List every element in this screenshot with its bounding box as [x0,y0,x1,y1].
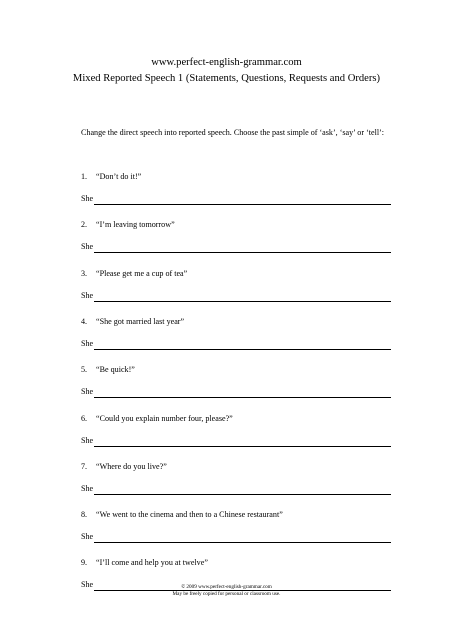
answer-line [81,483,391,495]
question-line [81,413,391,425]
question-item [81,316,391,350]
answer-blank[interactable] [94,388,391,398]
question-line [81,509,391,521]
answer-prefix: She [81,532,94,542]
question-item [81,509,391,543]
question-number: 2. [81,220,88,230]
question-item [81,461,391,495]
question-item [81,413,391,447]
question-text: “She got married last year” [96,316,185,326]
answer-prefix: She [81,194,94,203]
answer-blank[interactable] [94,485,391,495]
question-line [81,364,391,376]
answer-blank[interactable] [94,340,391,350]
answer-blank[interactable] [94,437,391,447]
instructions: Change the direct speech into reported speech. Choose the past simple of ‘ask’, ‘say’ or ‘tell’: [81,128,385,137]
footer-copyright: © 2009 www.perfect-english-grammar.com [181,584,272,590]
answer-blank[interactable] [94,292,391,302]
question-number: 4. [81,316,88,326]
question-text: “Could you explain number four, please?” [96,413,233,423]
answer-line [81,338,391,350]
worksheet-title: Mixed Reported Speech 1 (Statements, Questions, Requests and Orders) [72,73,381,84]
answer-blank[interactable] [94,243,391,253]
question-text: “Please get me a cup of tea” [96,268,188,278]
question-number: 1. [81,172,88,181]
question-line [81,268,391,280]
answer-prefix: She [81,580,94,590]
page-footer [0,584,453,598]
question-text: “Be quick!” [96,365,135,375]
question-line [81,219,391,231]
question-line [81,316,391,328]
answer-prefix: She [81,242,94,252]
answer-prefix: She [81,387,94,397]
question-text: “I’m leaving tomorrow” [96,220,175,230]
answer-line [81,193,391,205]
answer-blank[interactable] [94,533,391,543]
question-number: 5. [81,365,88,375]
answer-blank[interactable] [94,195,391,205]
answer-prefix: She [81,290,94,300]
answer-line [81,531,391,543]
footer-note: May be freely copied for personal or classroom use. [172,591,281,597]
question-line [81,171,391,183]
question-item [81,268,391,302]
answer-line [81,290,391,302]
answer-line [81,241,391,253]
question-number: 9. [81,558,88,568]
question-text: “Don’t do it!” [96,172,142,181]
question-text: “I’ll come and help you at twelve” [96,558,208,568]
question-number: 7. [81,461,88,471]
question-item [81,364,391,398]
question-line [81,461,391,473]
question-line [81,557,391,569]
answer-line [81,435,391,447]
question-text: “We went to the cinema and then to a Chinese restaurant” [96,510,283,520]
question-number: 3. [81,268,88,278]
question-item [81,219,391,253]
answer-prefix: She [81,483,94,493]
question-item [81,171,391,205]
question-number: 6. [81,413,88,423]
question-text: “Where do you live?” [96,461,167,471]
site-url: www.perfect-english-grammar.com [151,57,302,68]
question-number: 8. [81,510,88,520]
answer-line [81,386,391,398]
answer-prefix: She [81,435,94,445]
answer-prefix: She [81,338,94,348]
